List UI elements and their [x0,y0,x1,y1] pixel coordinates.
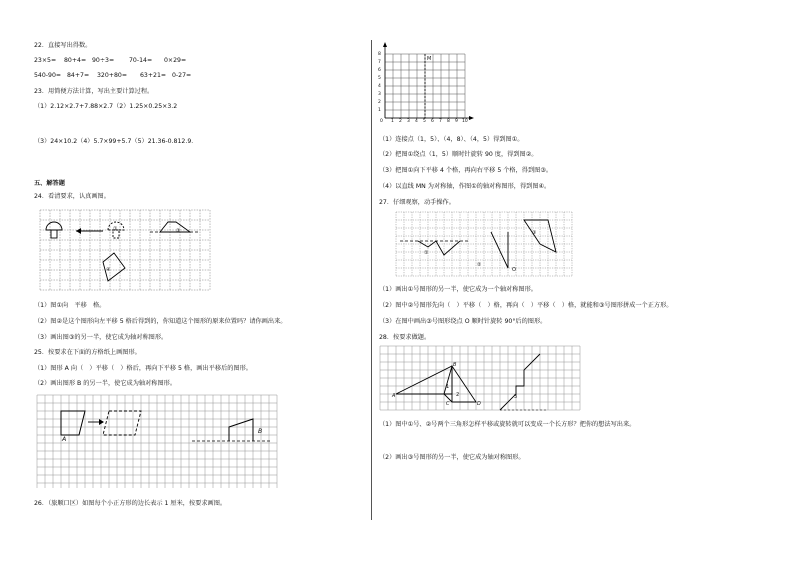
x-tick: 0 [380,119,383,124]
x-tick: 2 [399,119,402,124]
q24-part3: （3）画出图③的另一半，使它成为轴对称图形。 [34,334,168,341]
q28-part2: （2）画出③号图形的另一半，使它成为轴对称图形。 [379,454,525,461]
q22-item: 84+7= [67,72,90,79]
y-tick: 6 [378,68,381,73]
y-tick: 2 [378,100,381,105]
shape-label: 1 [446,384,450,390]
q25-title: 25．按要求在下面的方格纸上画图形。 [34,349,141,356]
y-tick: 8 [378,52,381,57]
shape-label: ① [113,226,118,232]
y-tick: 4 [378,84,381,89]
q22-item: 540-90= [34,72,62,79]
y-tick: 7 [378,60,381,65]
q22-item: 90÷3= [92,57,115,64]
q27-part2: （2）图中②号图形先向（ ）平移（ ）格，再向（ ）平移（ ）格，就能和③号图形拼成一个正方形。 [379,302,673,309]
shape-a-label: A [62,436,67,443]
point-label: C [446,401,450,407]
q24-title: 24．看清要求，认真画图。 [34,193,110,200]
q23-title: 23．用简便方法计算，写出主要计算过程。 [34,88,154,95]
q27-title: 27．仔细观察，动手操作。 [379,199,455,206]
x-tick: 10 [462,119,468,124]
point-label: A [392,393,396,399]
q24-part2: （2）图②是这个图形向左平移 5 格后得到的，你知道这个图形的原来位置吗？请你画出来。 [34,318,287,325]
q26-title: 26．（旅顺口区）如图每个小正方形的边长表示 1 厘米，按要求画图。 [34,500,227,507]
point-label: B [453,362,457,368]
x-tick: 5 [423,119,426,124]
q22-item: 23×5= [34,57,57,64]
y-tick: 1 [378,108,381,113]
x-tick: 8 [447,119,450,124]
q25-part2: （2）画出图形 B 的另一半，使它成为轴对称图形。 [34,380,177,387]
q22-item: 0×29= [164,57,187,64]
q22-item: 320+80= [97,72,128,79]
point-label: D [477,401,481,407]
shape-b-label: B [258,428,263,435]
x-tick: 6 [431,119,434,124]
shape-label: ① [424,250,429,256]
q27-part3: （3）在图中画出③号图形绕点 O 顺时针旋转 90°后的图形。 [379,318,547,325]
shape-label: 3 [514,394,518,400]
x-tick: 7 [439,119,442,124]
q28-part1: （1）图中①号、②号两个三角形怎样平移或旋转就可以变成一个长方形？把你的想法写出来。 [379,421,636,428]
shape-label: 2 [456,392,460,398]
q26-part2: （2）把图①绕点（1，5）顺时针旋转 90 度，得到图②。 [379,151,538,158]
x-tick: 4 [415,119,418,124]
shape-label: ③ [532,230,537,236]
q22-item: 70-14= [129,57,153,64]
q22-title: 22．直接写出得数。 [34,42,92,49]
q25-part1: （1）图形 A 向（ ）平移（ ）格后，再向下平移 5 格，画出平移后的图形。 [34,365,252,372]
q26-part4: （4）以直线 MN 为对称轴，作图①的轴对称图形，得到图④。 [379,183,551,190]
q27-part1: （1）画出①号图形的另一半，使它成为一个轴对称图形。 [379,286,537,293]
shape-label: ④ [106,267,111,273]
x-tick: 9 [455,119,458,124]
section-title: 五、解答题 [34,180,65,187]
q23-line: （3）24×10.2（4）5.7×99+5.7（5）21.36-0.812.9． [34,138,198,145]
shape-label: ③ [176,228,181,234]
q26-part3: （3）把图①向下平移 4 个格，再向右平移 5 个格，得到图③。 [379,167,553,174]
q26-part1: （1）连接点（1，5）、（4，8）、（4，5）得到图①。 [379,136,524,143]
shape-label: ② [477,262,482,268]
x-tick: 1 [391,119,394,124]
point-m-label: M [427,56,432,62]
point-o-label: O [512,267,516,273]
q24-part1: （1）图①向 平移 格。 [34,302,106,309]
y-tick: 5 [378,76,381,81]
x-tick: 3 [407,119,410,124]
q22-item: 80+4= [64,57,87,64]
q23-line: （1）2.12×2.7+7.88×2.7（2）1.25×0.25×3.2 [34,103,178,110]
y-tick: 3 [378,92,381,97]
q22-item: 0-27= [172,72,192,79]
q28-title: 28．按要求做题。 [379,334,431,341]
q22-item: 63+21= [140,72,167,79]
